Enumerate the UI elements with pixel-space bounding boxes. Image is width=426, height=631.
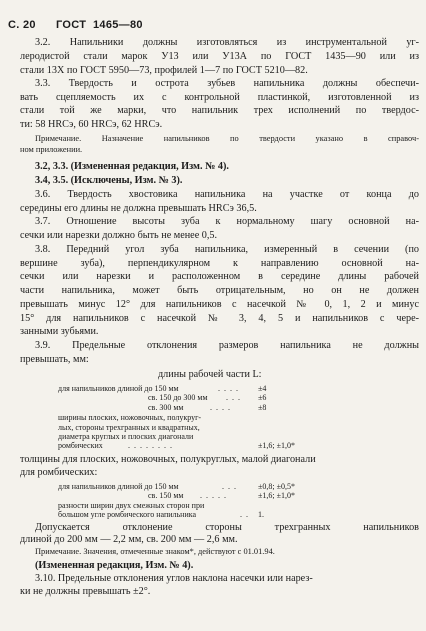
standard-number: 1465—80 <box>93 19 143 32</box>
note2: Примечание. Значения, отмеченные знаком*, действуют с 01.01.94. <box>35 547 275 557</box>
table1-width-line2: лых, стороны трехгранных и квадратных, <box>58 422 200 432</box>
p36-line2: середины его длины не должна превышать HRCэ 36,5. <box>20 202 257 214</box>
p33-line3: стали той же марки, что напильник трех исполнений по твердос- <box>20 105 419 117</box>
edit-note-2: 3.4, 3.5. (Исключены, Изм. № 3). <box>35 175 183 186</box>
p38-line5: превышать минус 12° для напильников с насечкой № 0, 1, 2 и минус <box>20 298 419 310</box>
p33-line4: ти: 58 HRCэ, 60 HRCэ, 62 HRCэ. <box>20 119 163 131</box>
thickness-heading-line2: для ромбических: <box>20 467 98 479</box>
table1-width-dots: . . . . . . . . <box>128 441 173 451</box>
table1-row3-label: св. 300 мм <box>148 402 184 412</box>
p310-line1: 3.10. Предельные отклонения углов наклона насечки или нарез- <box>35 573 313 585</box>
table1-row1-dots: . . . . <box>218 383 239 393</box>
table2-diff-line2: большом угле ромбического напильника <box>58 510 197 520</box>
note1-line2: ном приложении. <box>20 144 83 154</box>
table1-row2-label: св. 150 до 300 мм <box>148 393 208 403</box>
table1-width-line4: ромбических <box>58 441 103 451</box>
table1-row3-dots: . . . . <box>210 402 231 412</box>
p38-line1: 3.8. Передний угол зуба напильника, измеренный в сечении (по <box>35 243 419 255</box>
p32-line1: 3.2. Напильники должны изготовляться из инструментальной уг- <box>35 37 419 49</box>
table1-row2-dots: . . . <box>226 393 241 403</box>
table1-title: длины рабочей части L: <box>158 369 262 381</box>
p38-line4: части напильника, может быть отрицательным, но он не должен <box>20 285 419 297</box>
tolerance-line2: длиной до 200 мм — 2,2 мм, св. 200 мм — 2,6 мм. <box>20 534 238 546</box>
edit-note-3: (Измененная редакция, Изм. № 4). <box>35 560 194 572</box>
thickness-heading-line1: толщины для плоских, ножовочных, полукруглых, малой диагонали <box>20 453 316 465</box>
table2-diff-line1: разности ширин двух смежных сторон при <box>58 500 205 510</box>
p38-line7: занными зубьями. <box>20 326 99 338</box>
table2-row2-value: ±1,6; ±1,0* <box>258 491 296 501</box>
table2-row2-label: св. 150 мм <box>148 491 184 501</box>
table1-width-line1: ширины плоских, ножовочных, полукруг- <box>58 413 202 423</box>
table2-diff-dots: . . <box>240 510 249 520</box>
table1-row2-value: ±6 <box>258 393 267 403</box>
table1-row3-value: ±8 <box>258 402 267 412</box>
p310-line2: ки не должны превышать ±2°. <box>20 586 151 598</box>
p32-line3: стали 13Х по ГОСТ 5950—73, профилей 1—7 по ГОСТ 5210—82. <box>20 64 308 76</box>
table1-width-line3: диаметра круглых и плоских диагонали <box>58 432 194 441</box>
table2-diff-value: 1. <box>258 510 264 520</box>
table1-width-value: ±1,6; ±1,0* <box>258 441 296 451</box>
tolerance-line1: Допускается отклонение стороны трехгранных напильников <box>35 522 419 534</box>
page-number: С. 20 <box>8 19 36 32</box>
standard-label: ГОСТ <box>56 19 87 32</box>
table2-row1-value: ±0,8; ±0,5* <box>258 481 296 491</box>
table1-row1-label: для напильников длиной до 150 мм <box>58 383 179 393</box>
table2-row1-dots: . . . <box>222 481 237 491</box>
p33-line1: 3.3. Твердость и острота зубьев напильника должны обеспечи- <box>35 77 419 89</box>
table2-row1-label: для напильников длиной до 150 мм <box>58 481 179 491</box>
table2-row2-dots: . . . . . <box>200 491 227 501</box>
p38-line2: вершине зуба), перпендикулярном к направлению основной на- <box>20 257 419 269</box>
p33-line2: вать сцепляемость их с контрольной пластинкой, изготовленной из <box>20 91 419 103</box>
p39-line2: превышать, мм: <box>20 353 89 365</box>
p39-line1: 3.9. Предельные отклонения размеров напильника не должны <box>35 340 419 352</box>
table1-row1-value: ±4 <box>258 383 267 393</box>
note1-line1: Примечание. Назначение напильников по твердости указано в справоч- <box>35 133 419 143</box>
p37-line2: сечки или нарезки должно быть не менее 0,5. <box>20 230 218 242</box>
p32-line2: леродистой стали марок У13 или У13А по ГОСТ 1435—90 или из <box>20 51 419 63</box>
p37-line1: 3.7. Отношение высоты зуба к нормальному шагу основной на- <box>35 216 419 228</box>
p38-line3: сечки или нарезки и расположенном в середине длины рабочей <box>20 271 419 283</box>
p36-line1: 3.6. Твердость хвостовика напильника на участке от конца до <box>35 188 419 200</box>
edit-note-1: 3.2, 3.3. (Измененная редакция, Изм. № 4). <box>35 161 229 173</box>
p38-line6: 15° для напильников с насечкой № 3, 4, 5 и напильников с чере- <box>20 312 419 324</box>
